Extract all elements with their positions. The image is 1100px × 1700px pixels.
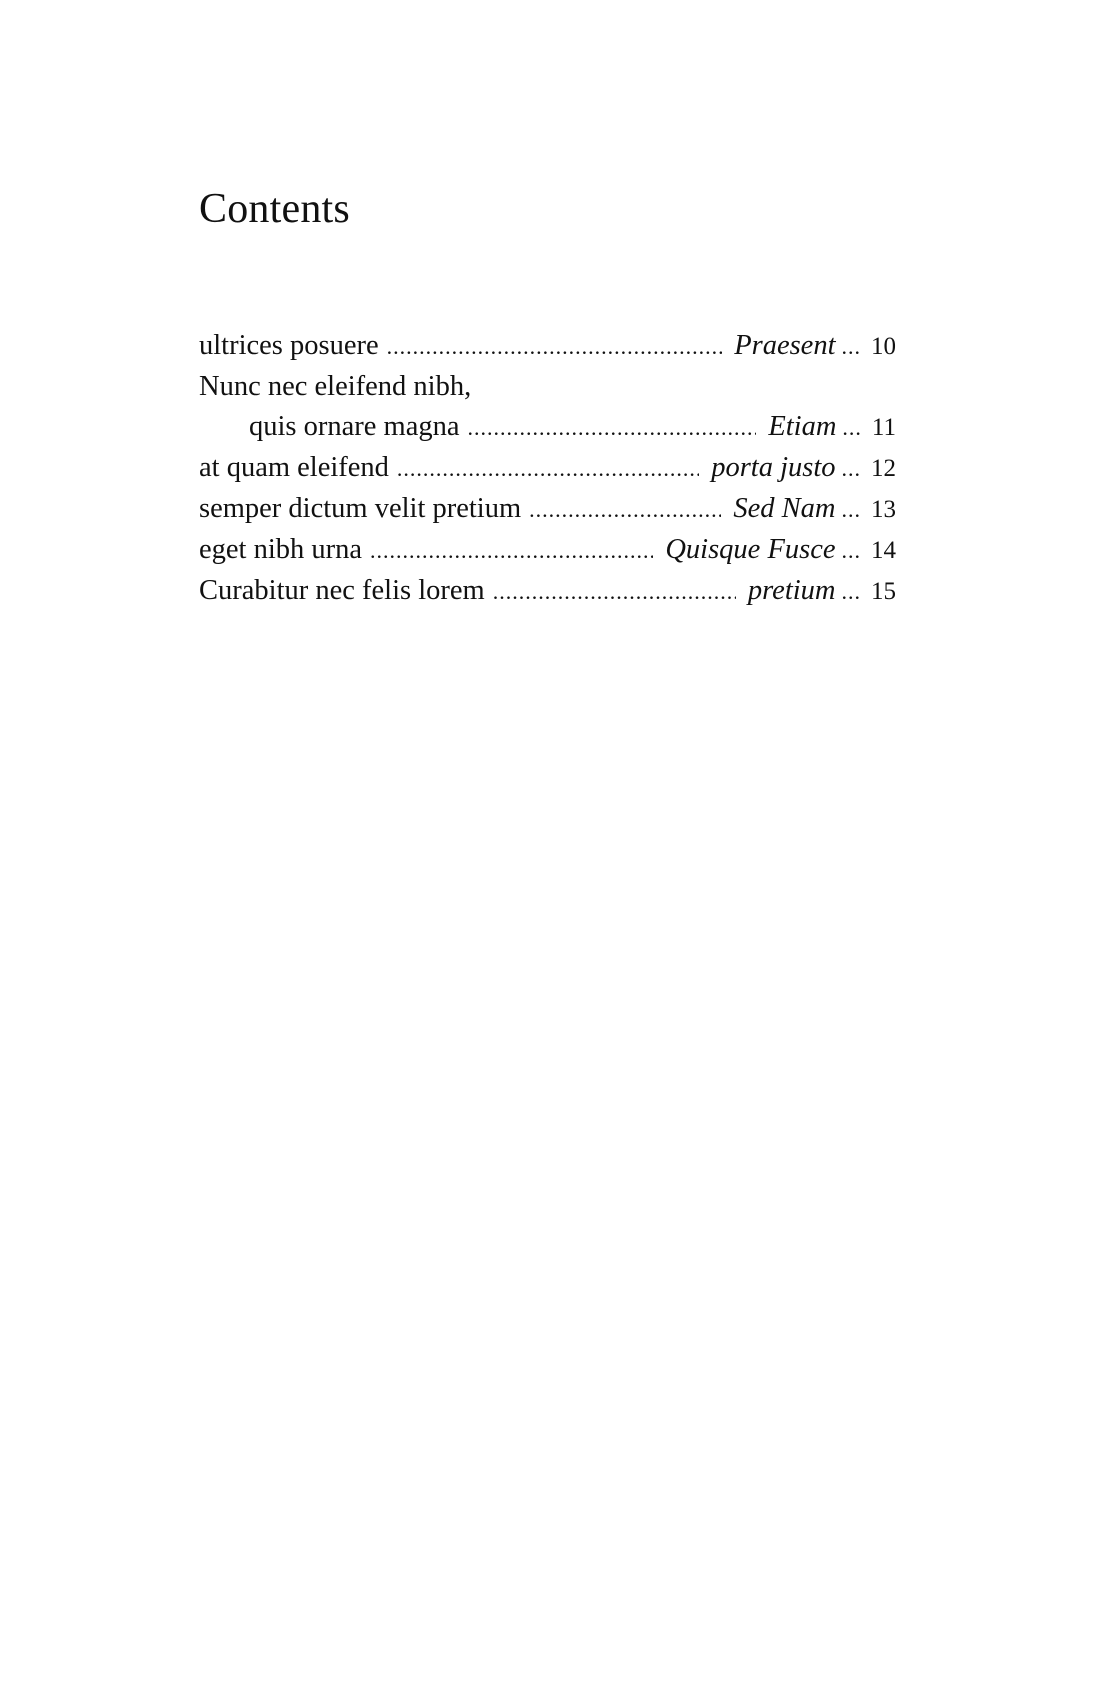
toc-entry-page: 13 bbox=[871, 496, 896, 523]
dot-leader bbox=[370, 531, 653, 571]
page-title: Contents bbox=[199, 186, 350, 232]
toc-entry-title: eget nibh urna bbox=[199, 534, 363, 565]
toc-entry-page: 12 bbox=[871, 455, 896, 482]
toc-ellipsis: ... bbox=[841, 334, 861, 359]
toc-ellipsis: ... bbox=[841, 456, 861, 481]
toc-entry-title: at quam eleifend bbox=[199, 452, 389, 483]
dot-leader bbox=[397, 449, 699, 489]
toc-entry-page: 10 bbox=[871, 333, 896, 360]
dot-leader bbox=[387, 327, 723, 367]
toc-entry-title-line2: quis ornare magna bbox=[249, 411, 460, 442]
toc-entry-author: porta justo bbox=[711, 452, 836, 483]
toc-entry-title: semper dictum velit pretium bbox=[199, 493, 522, 524]
toc-ellipsis: ... bbox=[841, 538, 861, 563]
table-of-contents bbox=[199, 326, 896, 612]
toc-entry-continuation bbox=[199, 407, 896, 448]
toc-entry-title: ultrices posuere bbox=[199, 330, 379, 361]
toc-entry-page: 14 bbox=[871, 537, 896, 564]
dot-leader bbox=[493, 572, 736, 612]
toc-entry[interactable] bbox=[199, 571, 896, 612]
toc-ellipsis: ... bbox=[842, 415, 862, 440]
toc-entry-author: Sed Nam bbox=[733, 493, 836, 524]
toc-entry-title: Curabitur nec felis lorem bbox=[199, 575, 485, 606]
dot-leader bbox=[468, 408, 757, 448]
toc-entry[interactable] bbox=[199, 530, 896, 571]
toc-ellipsis: ... bbox=[841, 497, 861, 522]
toc-entry-author: pretium bbox=[747, 575, 836, 606]
toc-entry[interactable] bbox=[199, 367, 896, 448]
toc-entry-page: 15 bbox=[871, 578, 896, 605]
toc-entry[interactable] bbox=[199, 326, 896, 367]
toc-entry-author: Quisque Fusce bbox=[665, 534, 836, 565]
toc-entry[interactable] bbox=[199, 489, 896, 530]
toc-entry-author: Etiam bbox=[768, 411, 837, 442]
toc-entry-title-line1: Nunc nec eleifend nibh, bbox=[199, 371, 472, 402]
toc-entry[interactable] bbox=[199, 448, 896, 489]
toc-entry-page: 11 bbox=[871, 414, 896, 441]
toc-entry-author: Praesent bbox=[734, 330, 836, 361]
document-page bbox=[199, 0, 896, 1700]
dot-leader bbox=[529, 490, 721, 530]
toc-ellipsis: ... bbox=[841, 579, 861, 604]
